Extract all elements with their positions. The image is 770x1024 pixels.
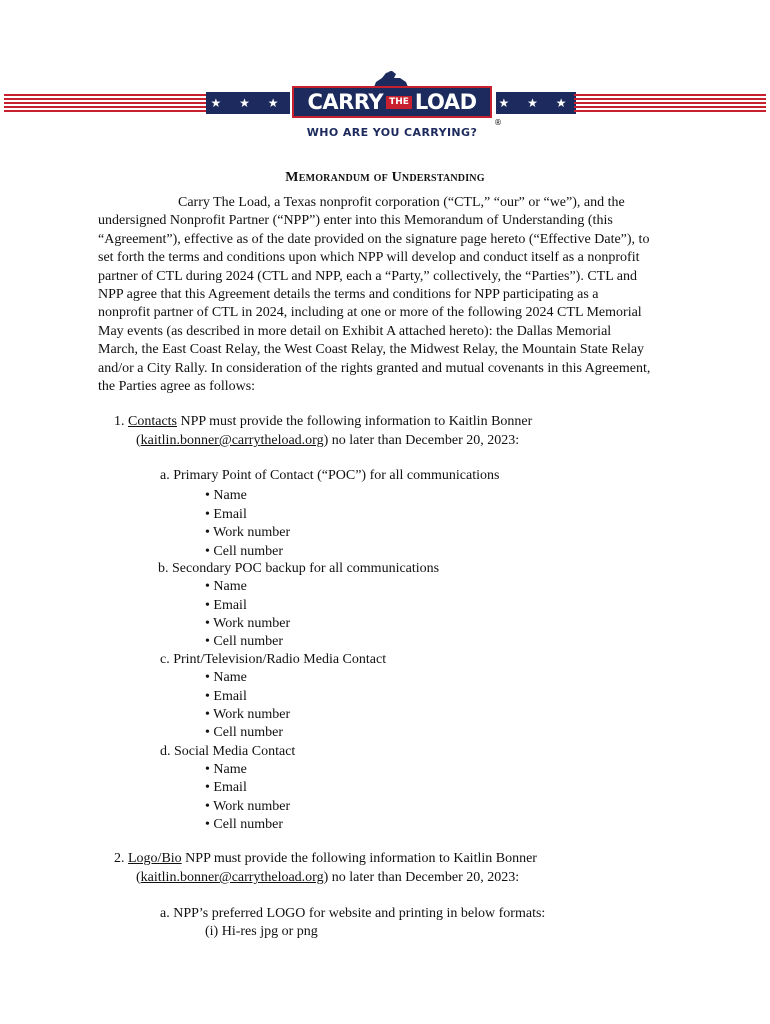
intro-paragraph: Carry The Load, a Texas nonprofit corporation (“CTL,” “our” or “we”), and the undersigned Nonprofit Partner (“NPP”) enter into this Memorandum of Understanding (this “Agreement”), effective as of the date provided on the signature page hereto (“Effective Date”), to set forth the terms and conditions upon which NPP will develop and conduct itself as a nonprofit partner of CTL during 2024 (CTL and NPP, each a “Party,” collectively, the “Parties”). CTL and NPP agree that this Agreement details the terms and conditions for NPP participating as a nonprofit partner of CTL in 2024, including at one or more of the following 2024 CTL Memorial May events (as described in more detail on Exhibit A attached hereto): the Dallas Memorial March, the East Coast Relay, the West Coast Relay, the Midwest Relay, the Mountain State Relay and/or a City Rally. In consideration of the rights granted and mutual covenants in this Agreement, the Parties agree as follows: (98, 195, 651, 395)
subitem-b-bullet: • Name (205, 579, 247, 594)
subitem-d-label: d. Social Media Contact (160, 744, 296, 759)
subitem-c-bullet: • Name (205, 670, 247, 685)
subitem-a-bullet: • Email (205, 507, 247, 522)
subitem-c-bullet: • Email (205, 689, 247, 704)
subitem-b-bullet: • Email (205, 598, 247, 613)
subitem-d-bullet: • Work number (205, 799, 291, 814)
subitem-a-bullet: • Name (205, 488, 247, 503)
section-2-text: NPP must provide the following information to Kaitlin Bonner (185, 851, 537, 866)
section-1-heading: Contacts (128, 414, 177, 429)
section-2-number: 2. (114, 851, 125, 866)
subitem-d-bullet: • Name (205, 762, 247, 777)
section-2-email-line: (kaitlin.bonner@carrytheload.org) no later than December 20, 2023: (136, 870, 520, 885)
subitem-c-bullet: • Work number (205, 707, 291, 722)
section-2-heading-line (114, 850, 537, 868)
document-title: Memorandum of Understanding (285, 170, 485, 185)
logo-word-carry: CARRY (307, 89, 384, 114)
section-2-heading: Logo/Bio (128, 851, 182, 866)
subitem-a-bullet: • Cell number (205, 544, 283, 559)
subitem-d-bullet: • Email (205, 780, 247, 795)
logo-word-load: LOAD (414, 89, 477, 114)
header-banner (0, 70, 770, 150)
section-1-number: 1. (114, 414, 125, 429)
carry-the-load-logo (292, 86, 492, 118)
logo-tagline: WHO ARE YOU CARRYING? (306, 126, 478, 139)
registered-mark: ® (494, 118, 502, 127)
section-1-email-line: (kaitlin.bonner@carrytheload.org) no later than December 20, 2023: (136, 433, 520, 448)
subitem-a-bullet: • Work number (205, 525, 291, 540)
star-field-right: ★ ★ ★ ★ (496, 92, 576, 114)
star-field-left: ★ ★ ★ ★ (206, 92, 290, 114)
section-2-deadline: ) no later than December 20, 2023: (323, 870, 520, 885)
subitem-b-label: b. Secondary POC backup for all communications (158, 561, 440, 576)
subitem-c-bullet: • Cell number (205, 725, 283, 740)
section-1-email-link[interactable]: kaitlin.bonner@carrytheload.org (140, 433, 324, 448)
logo-word-the: THE (386, 96, 412, 109)
subitem-c-label: c. Print/Television/Radio Media Contact (160, 652, 387, 667)
section-1-text: NPP must provide the following information to Kaitlin Bonner (180, 414, 533, 429)
subitem-a-label: a. Primary Point of Contact (“POC”) for all communications (160, 468, 500, 483)
flag-stripes-left (4, 94, 206, 112)
section-2-email-link[interactable]: kaitlin.bonner@carrytheload.org (140, 870, 324, 885)
section-2-subitem-a: a. NPP’s preferred LOGO for website and printing in below formats: (160, 906, 546, 921)
section-1-heading-line (114, 413, 532, 431)
section-1-deadline: ) no later than December 20, 2023: (323, 433, 520, 448)
subitem-d-bullet: • Cell number (205, 817, 283, 832)
subitem-b-bullet: • Cell number (205, 634, 283, 649)
subitem-b-bullet: • Work number (205, 616, 291, 631)
section-2-subitem-a-i: (i) Hi-res jpg or png (205, 924, 318, 939)
flag-stripes-right (574, 94, 766, 112)
